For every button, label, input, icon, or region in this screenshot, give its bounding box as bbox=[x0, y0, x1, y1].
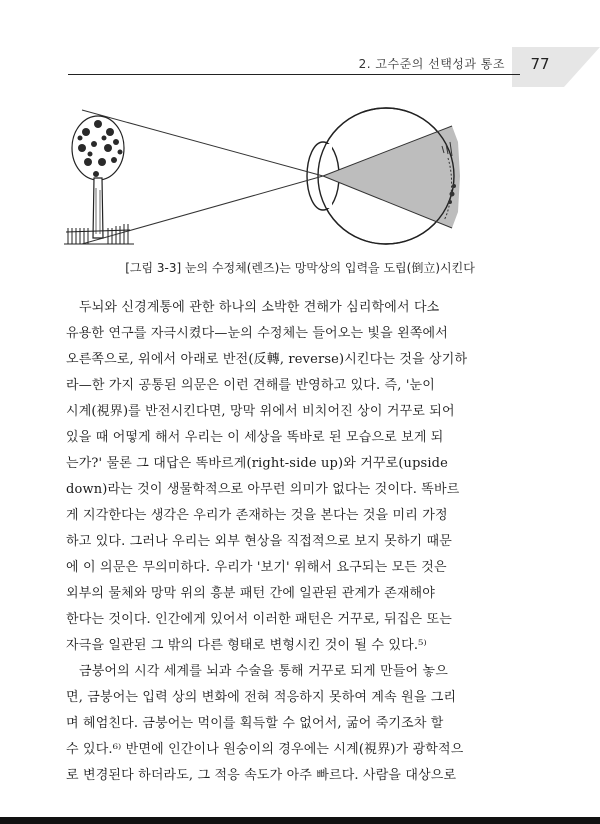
body-line: 에 이 의문은 무의미하다. 우리가 '보기' 위해서 요구되는 모든 것은 bbox=[66, 560, 447, 575]
eye-lens-figure bbox=[60, 98, 530, 258]
body-line: 외부의 물체와 망막 위의 흥분 패턴 간에 일관된 관계가 존재해야 bbox=[66, 586, 435, 601]
body-line: 오른쪽으로, 위에서 아래로 반전(反轉, reverse)시킨다는 것을 상기하 bbox=[66, 352, 468, 367]
body-line: 게 지각한다는 생각은 우리가 존재하는 것을 본다는 것을 미리 가정 bbox=[66, 508, 448, 523]
figure-caption: [그림 3-3] 눈의 수정체(렌즈)는 망막상의 입력을 도립(倒立)시킨다 bbox=[125, 261, 475, 275]
tree-drawing bbox=[64, 116, 134, 244]
body-line: 면, 금붕어는 입력 상의 변화에 전혀 적응하지 못하여 계속 원을 그리 bbox=[66, 690, 457, 705]
body-line: 시계(視界)를 반전시킨다면, 망막 위에서 비치어진 상이 거꾸로 되어 bbox=[66, 404, 455, 419]
body-line: 며 헤엄친다. 금붕어는 먹이를 획득할 수 없어서, 굶어 죽기조차 할 bbox=[66, 716, 444, 731]
page-number: 77 bbox=[530, 55, 550, 73]
body-line: 두뇌와 신경계통에 관한 하나의 소박한 견해가 심리학에서 다소 bbox=[79, 300, 440, 315]
body-line: 자극을 일관된 그 밖의 다른 형태로 변형시킨 것이 될 수 있다.⁵⁾ bbox=[66, 638, 427, 653]
body-line: 한다는 것이다. 인간에게 있어서 이러한 패턴은 거꾸로, 뒤집은 또는 bbox=[66, 612, 452, 627]
body-line: 유용한 연구를 자극시켰다—눈의 수정체는 들어오는 빛을 왼쪽에서 bbox=[66, 326, 448, 341]
body-line: 수 있다.⁶⁾ 반면에 인간이나 원숭이의 경우에는 시계(視界)가 광학적으 bbox=[66, 742, 464, 757]
header-rule bbox=[68, 74, 520, 75]
body-line: 하고 있다. 그러나 우리는 외부 현상을 직접적으로 보지 못하기 때문 bbox=[66, 534, 452, 549]
body-line: 있을 때 어떻게 해서 우리는 이 세상을 똑바로 된 모습으로 보게 되 bbox=[66, 430, 444, 445]
footer-band bbox=[0, 817, 600, 824]
body-line: 라—한 가지 공통된 의문은 이런 견해를 반영하고 있다. 즉, '눈이 bbox=[66, 378, 435, 393]
body-text bbox=[66, 295, 536, 789]
body-line: 금붕어의 시각 세계를 뇌과 수술을 통해 거꾸로 되게 만들어 놓으 bbox=[79, 664, 448, 679]
body-line: 로 변경된다 하더라도, 그 적응 속도가 아주 빠르다. 사람을 대상으로 bbox=[66, 768, 457, 783]
eyeball-drawing bbox=[307, 108, 460, 244]
body-line: down)라는 것이 생물학적으로 아무런 의미가 없다는 것이다. 똑바르 bbox=[66, 482, 460, 497]
body-line: 는가?' 물론 그 대답은 똑바르게(right-side up)와 거꾸로(upside bbox=[66, 456, 448, 471]
running-header-title: 2. 고수준의 선택성과 통조 bbox=[358, 57, 505, 71]
